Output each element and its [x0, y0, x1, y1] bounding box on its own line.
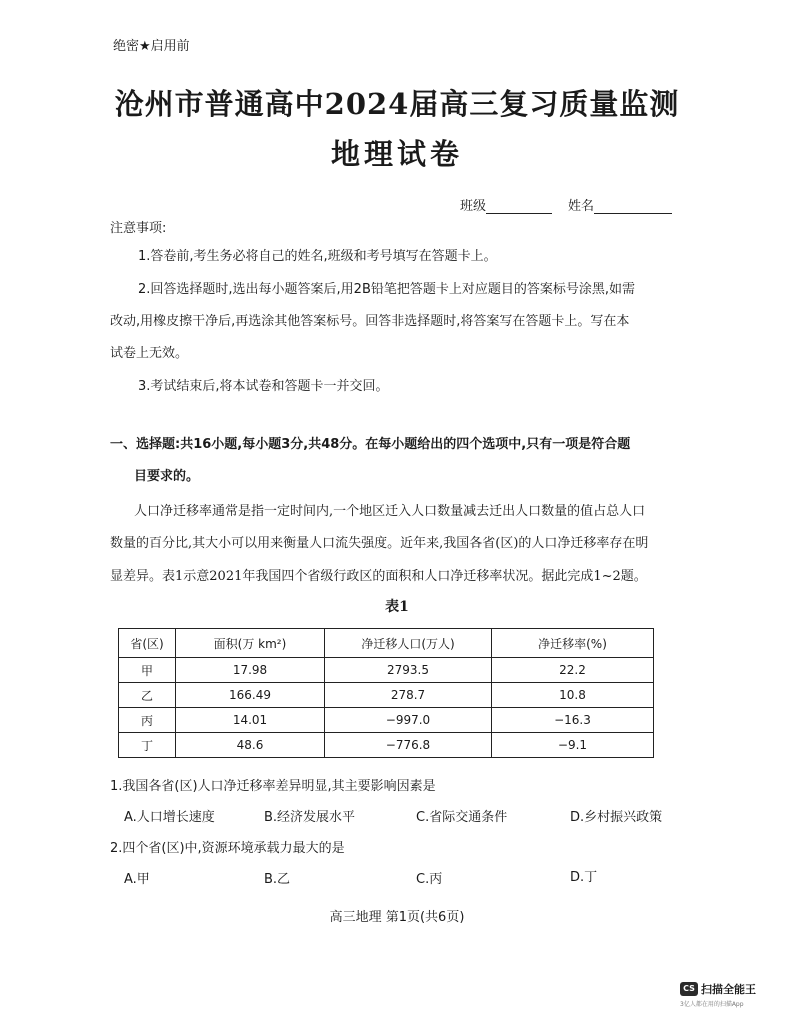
notice-line: 改动,用橡皮擦干净后,再选涂其他答案标号。回答非选择题时,将答案写在答题卡上。写在本: [110, 314, 630, 329]
table-header-row: [119, 629, 654, 658]
table-row: [119, 658, 654, 683]
table-cell: 22.2: [492, 658, 654, 683]
notice-line: 1.答卷前,考生务必将自己的姓名,班级和考号填写在答题卡上。: [138, 249, 497, 264]
exam-title: 沧州市普通高中2024届高三复习质量监测: [114, 87, 680, 121]
table-cell: −776.8: [325, 733, 492, 758]
table-cell: −9.1: [492, 733, 654, 758]
question-1-option-b: B.经济发展水平: [264, 810, 356, 825]
notice-line: 2.回答选择题时,选出每小题答案后,用2B铅笔把答题卡上对应题目的答案标号涂黑,如需: [138, 282, 635, 297]
question-2-option-c: C.丙: [416, 872, 443, 887]
exam-subject-title: 地理试卷: [330, 137, 463, 171]
table-cell: −997.0: [325, 708, 492, 733]
table-cell: 10.8: [492, 683, 654, 708]
table-cell: 14.01: [176, 708, 325, 733]
watermark-name: 扫描全能王: [701, 982, 756, 996]
question-1-option-d: D.乡村振兴政策: [570, 810, 663, 825]
table-cell: 278.7: [325, 683, 492, 708]
watermark-subtitle: 3亿人都在用的扫描App: [680, 1001, 744, 1008]
table-row: [119, 683, 654, 708]
class-label: 班级: [460, 199, 487, 214]
table-caption: 表1: [385, 599, 409, 615]
question-1-stem: 1.我国各省(区)人口净迁移率差异明显,其主要影响因素是: [110, 779, 436, 794]
table-cell: 166.49: [176, 683, 325, 708]
camscanner-logo-icon: CS: [680, 982, 698, 996]
material-paragraph: 数量的百分比,其大小可以用来衡量人口流失强度。近年来,我国各省(区)的人口净迁移率存在明: [110, 536, 649, 551]
question-2-stem: 2.四个省(区)中,资源环境承载力最大的是: [110, 841, 345, 856]
name-label: 姓名: [568, 199, 595, 214]
table-row: [119, 708, 654, 733]
question-2-option-d: D.丁: [570, 870, 598, 885]
data-table: [118, 628, 654, 758]
notice-heading: 注意事项:: [110, 221, 167, 236]
page-footer: 高三地理 第1页(共6页): [329, 910, 465, 925]
class-field: [460, 195, 552, 214]
table-cell: 丙: [119, 708, 176, 733]
table-header-cell: 面积(万 km²): [176, 629, 325, 658]
table-cell: 丁: [119, 733, 176, 758]
scanner-watermark: [680, 978, 756, 1008]
table-cell: 甲: [119, 658, 176, 683]
table-header-cell: 省(区): [119, 629, 176, 658]
table-cell: 2793.5: [325, 658, 492, 683]
table-cell: 乙: [119, 683, 176, 708]
class-blank: [486, 199, 552, 214]
section-heading: 一、选择题:共16小题,每小题3分,共48分。在每小题给出的四个选项中,只有一项是符合题: [110, 437, 631, 452]
name-blank: [594, 199, 672, 214]
table-header-cell: 净迁移人口(万人): [325, 629, 492, 658]
section-heading-cont: 目要求的。: [134, 469, 200, 484]
table-cell: −16.3: [492, 708, 654, 733]
notice-line: 3.考试结束后,将本试卷和答题卡一并交回。: [138, 379, 389, 394]
table-cell: 48.6: [176, 733, 325, 758]
table-cell: 17.98: [176, 658, 325, 683]
question-2-option-b: B.乙: [264, 872, 291, 887]
table-header-cell: 净迁移率(%): [492, 629, 654, 658]
confidential-label: 绝密★启用前: [113, 39, 190, 54]
question-1-option-c: C.省际交通条件: [416, 810, 508, 825]
notice-line: 试卷上无效。: [110, 346, 189, 361]
name-field: [568, 195, 672, 214]
table-row: [119, 733, 654, 758]
material-paragraph: 人口净迁移率通常是指一定时间内,一个地区迁入人口数量减去迁出人口数量的值占总人口: [134, 504, 646, 519]
question-2-option-a: A.甲: [124, 872, 150, 887]
material-paragraph: 显差异。表1示意2021年我国四个省级行政区的面积和人口净迁移率状况。据此完成1~2题。: [110, 569, 647, 584]
question-1-option-a: A.人口增长速度: [124, 810, 215, 825]
